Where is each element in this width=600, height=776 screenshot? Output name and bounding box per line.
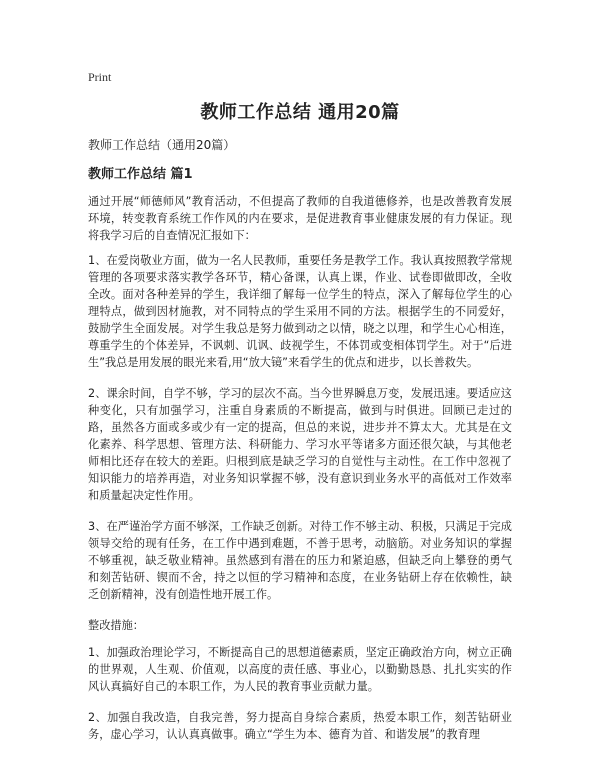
body-paragraph-2: 2、课余时间，自学不够，学习的层次不高。当今世界瞬息万变，发展迅速。要适应这种变化，只有加强学习，注重自身素质的不断提高，做到与时俱进。回顾已走过的路，虽然各方面或多或少有一定的提高，但总的来说，进步并不算太大。尤其是在文化素养、科学思想、管理方法、科研能力、学习水平等诸多方面还很欠缺，与其他老师相比还存在较大的差距。归根到底是缺乏学习的自觉性与主动性。在工作中忽视了知识能力的培养再造，对业务知识掌握不够，没有意识到业务水平的高低对工作效率和质量起决定性作用。 [88, 387, 512, 502]
document-subtitle: 教师工作总结（通用20篇） [88, 138, 236, 152]
document-title: 教师工作总结 通用20篇 [200, 102, 400, 123]
measures-label: 整改措施： [88, 619, 144, 632]
measure-paragraph-1: 1、加强政治理论学习，不断提高自己的思想道德素质，坚定正确政治方向，树立正确的世界观，人生观、价值观，以高度的责任感、事业心，以勤勤恳恳、扎扎实实的作风认真搞好自己的本职工作，为人民的教育事业贡献力量。 [88, 646, 512, 693]
print-label: Print [88, 70, 112, 84]
body-paragraph-3: 3、在严谨治学方面不够深，工作缺乏创新。对待工作不够主动、积极，只满足于完成领导交给的现有任务，在工作中遇到难题，不善于思考，动脑筋。对业务知识的掌握不够重视，缺乏敬业精神。虽然感到有潜在的压力和紧迫感，但缺乏向上攀登的勇气和刻苦钻研、锲而不舍，持之以恒的学习精神和态度，在业务钻研上存在依赖性，缺乏创新精神，没有创造性地开展工作。 [88, 520, 512, 601]
intro-paragraph: 通过开展“师德师风”教育活动，不但提高了教师的自我道德修养，也是改善教育发展环境，转变教育系统工作作风的内在要求，是促进教育事业健康发展的有力保证。现将我学习后的自查情况汇报如下： [88, 195, 512, 242]
body-paragraph-1: 1、在爱岗敬业方面，做为一名人民教师，重要任务是教学工作。我认真按照教学常规管理的各项要求落实教学各环节，精心备课，认真上课，作业、试卷即做即改，全收全改。面对各种差异的学生，我详细了解每一位学生的特点，深入了解每位学生的心理特点，做到因材施教，对不同特点的学生采用不同的方法。根据学生的不同爱好，鼓励学生全面发展。对学生我总是努力做到动之以情，晓之以理，和学生心心相连，尊重学生的个体差异，不讽刺、讥讽、歧视学生，不体罚或变相体罚学生。对于“后进生”我总是用发展的眼光来看,用“放大镜”来看学生的优点和进步，以长善救失。 [88, 254, 512, 369]
measure-paragraph-2: 2、加强自我改造，自我完善，努力提高自身综合素质，热爱本职工作，刻苦钻研业务，虚心学习，认认真真做事。确立“学生为本、德育为首、和谐发展”的教育理 [88, 711, 512, 741]
section-heading: 教师工作总结 篇1 [88, 167, 193, 182]
